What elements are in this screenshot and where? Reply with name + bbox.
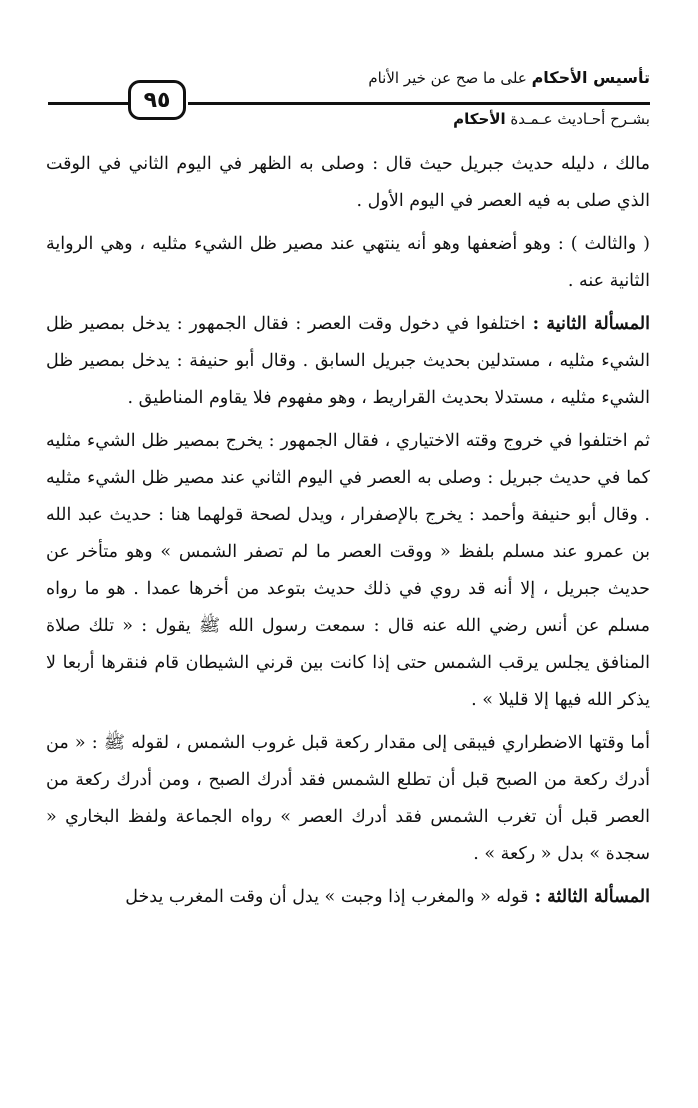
book-subtitle — [453, 110, 650, 128]
page-number: ٩٥ — [128, 80, 186, 120]
paragraph-4: ثم اختلفوا في خروج وقته الاختياري ، فقال الجمهور : يخرج بمصير ظل الشيء مثليه كما في حديث جبريل : وصلى به العصر في اليوم الثاني عند مصير ظل الشيء مثليه . وقال أبو حنيفة وأحمد : يخرج بالإصفرار ، ويدل لصحة قولهما هنا : حديث عبد الله بن عمرو عند مسلم بلفظ « ووقت العصر ما لم تصفر الشمس » وهو متأخر عن حديث جبريل ، إلا أنه قد روي في ذلك حديث بتوعد من أخرها عمدا . هو ما رواه مسلم عن أنس رضي الله عنه قال : سمعت رسول الله ﷺ يقول : « تلك صلاة المنافق يجلس يرقب الشمس حتى إذا كانت بين قرني الشيطان قام فنقرها أربعا لا يذكر الله فيها إلا قليلا » . — [46, 431, 650, 710]
paragraph-6 — [46, 879, 650, 916]
page-body — [46, 146, 650, 916]
paragraph-3 — [46, 306, 650, 417]
paragraph-3-text: اختلفوا في دخول وقت العصر : فقال الجمهور : يدخل بمصير ظل الشيء مثليه ، مستدلين بحديث جبريل السابق . وقال أبو حنيفة : يدخل بمصير ظل الشيء مثليه ، مستدلا بحديث القراريط ، وهو مفهوم فلا يقاوم المناطيق . — [46, 314, 650, 408]
book-subtitle-bold: الأحكام — [453, 110, 506, 128]
paragraph-5: أما وقتها الاضطراري فيبقى إلى مقدار ركعة قبل غروب الشمس ، لقوله ﷺ : « من أدرك ركعة من الصبح قبل أن تطلع الشمس فقد أدرك الصبح ، ومن أدرك ركعة من العصر قبل أن تغرب الشمس فقد أدرك العصر » رواه الجماعة ولفظ البخاري « سجدة » بدل « ركعة » . — [46, 733, 650, 864]
section-heading-3: المسألة الثالثة : — [528, 887, 650, 907]
paragraph-6-text: قوله « والمغرب إذا وجبت » يدل أن وقت المغرب يدخل — [125, 887, 529, 907]
book-title-bold: تأسيس الأحكام — [531, 68, 650, 87]
book-title-rest: على ما صح عن خير الأنام — [368, 69, 532, 87]
section-heading-2: المسألة الثانية : — [525, 314, 650, 334]
paragraph-1: مالك ، دليله حديث جبريل حيث قال : وصلى به الظهر في اليوم الثاني في الوقت الذي صلى به فيه العصر في اليوم الأول . — [46, 154, 650, 211]
book-subtitle-light: بشـرح أحـاديث عـمـدة — [505, 110, 650, 128]
header-rule-right — [188, 102, 650, 105]
paragraph-2: ( والثالث ) : وهو أضعفها وهو أنه ينتهي عند مصير ظل الشيء مثليه ، وهي الرواية الثانية عنه . — [46, 234, 650, 291]
book-title — [368, 68, 650, 87]
header-rule-left — [48, 102, 130, 105]
